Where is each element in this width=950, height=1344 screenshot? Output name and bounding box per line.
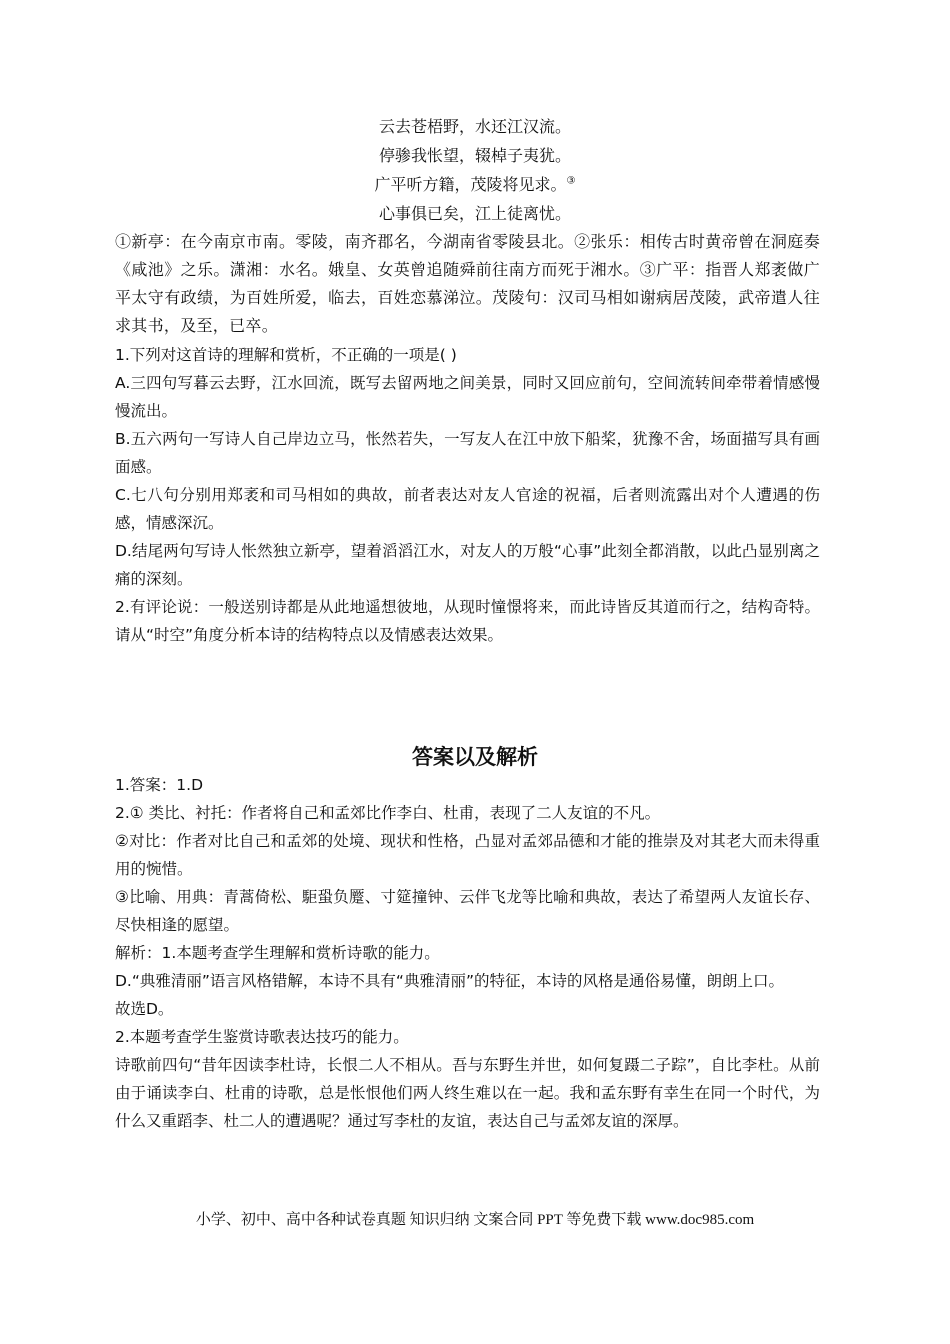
answer-paragraph: 故选D。 <box>115 1000 174 1018</box>
question-2-stem: 2.有评论说：一般送别诗都是从此地遥想彼地，从现时憧憬将来，而此诗皆反其道而行之，结构奇特。请从“时空”角度分析本诗的结构特点以及情感表达效果。 <box>115 598 820 644</box>
poem-annotations <box>115 228 820 340</box>
annotation-text: ①新亭：在今南京市南。零陵，南齐郡名，今湖南省零陵县北。②张乐：相传古时黄帝曾在洞庭奏《咸池》之乐。潇湘：水名。娥皇、女英曾追随舜前往南方而死于湘水。③广平：指晋人郑袤做广平太守有政绩，为百姓所爱，临去，百姓恋慕涕泣。茂陵句：汉司马相如谢病居茂陵，武帝遣人往求其书，及至，已卒。 <box>115 232 820 335</box>
questions-section <box>115 341 820 649</box>
option-c: C.七八句分别用郑袤和司马相如的典故，前者表达对友人官途的祝福，后者则流露出对个人遭遇的伤感，情感深沉。 <box>115 486 820 532</box>
poem-line: 广平听方籍，茂陵将见求。③ <box>374 175 576 194</box>
question-1-stem: 1.下列对这首诗的理解和赏析，不正确的一项是( ) <box>115 346 457 364</box>
poem-excerpt <box>0 112 950 228</box>
answer-paragraph: 诗歌前四句“昔年因读李杜诗，长恨二人不相从。吾与东野生并世，如何复蹑二子踪”，自比李杜。从前由于诵读李白、杜甫的诗歌，总是怅恨他们两人终生难以在一起。我和孟东野有幸生在同一个时代，为什么又重蹈李、杜二人的遭遇呢？通过写李杜的友谊，表达自己与孟郊友谊的深厚。 <box>115 1056 820 1130</box>
answer-paragraph: 解析：1.本题考查学生理解和赏析诗歌的能力。 <box>115 944 440 962</box>
option-a: A.三四句写暮云去野，江水回流，既写去留两地之间美景，同时又回应前句，空间流转间牵带着情感慢慢流出。 <box>115 374 820 420</box>
poem-line: 云去苍梧野，水还江汉流。 <box>378 117 571 136</box>
answers-heading: 答案以及解析 <box>412 745 538 769</box>
page-footer: 小学、初中、高中各种试卷真题 知识归纳 文案合同 PPT 等免费下载 www.doc985.com <box>195 1212 755 1228</box>
answer-paragraph: ③比喻、用典：青蒿倚松、駏蛩负蹷、寸筵撞钟、云伴飞龙等比喻和典故，表达了希望两人友谊长存、尽快相逢的愿望。 <box>115 888 820 934</box>
poem-line: 停骖我怅望，辍棹子夷犹。 <box>378 146 571 165</box>
option-d: D.结尾两句写诗人怅然独立新亭，望着滔滔江水，对友人的万般“心事”此刻全都消散，以此凸显别离之痛的深刻。 <box>115 542 820 588</box>
footnote-marker: ③ <box>566 175 576 187</box>
answer-paragraph: 2.本题考查学生鉴赏诗歌表达技巧的能力。 <box>115 1028 409 1046</box>
answer-paragraph: D.“典雅清丽”语言风格错解，本诗不具有“典雅清丽”的特征，本诗的风格是通俗易懂，朗朗上口。 <box>115 972 784 990</box>
answer-paragraph: ②对比：作者对比自己和孟郊的处境、现状和性格，凸显对孟郊品德和才能的推崇及对其老大而未得重用的惋惜。 <box>115 832 820 878</box>
answers-section <box>115 771 820 1135</box>
option-b: B.五六两句一写诗人自己岸边立马，怅然若失，一写友人在江中放下船桨，犹豫不舍，场面描写具有画面感。 <box>115 430 820 476</box>
answer-paragraph: 2.① 类比、衬托：作者将自己和孟郊比作李白、杜甫，表现了二人友谊的不凡。 <box>115 804 661 822</box>
poem-line: 心事俱已矣，江上徒离忧。 <box>378 204 571 223</box>
answer-paragraph: 1.答案：1.D <box>115 776 204 794</box>
